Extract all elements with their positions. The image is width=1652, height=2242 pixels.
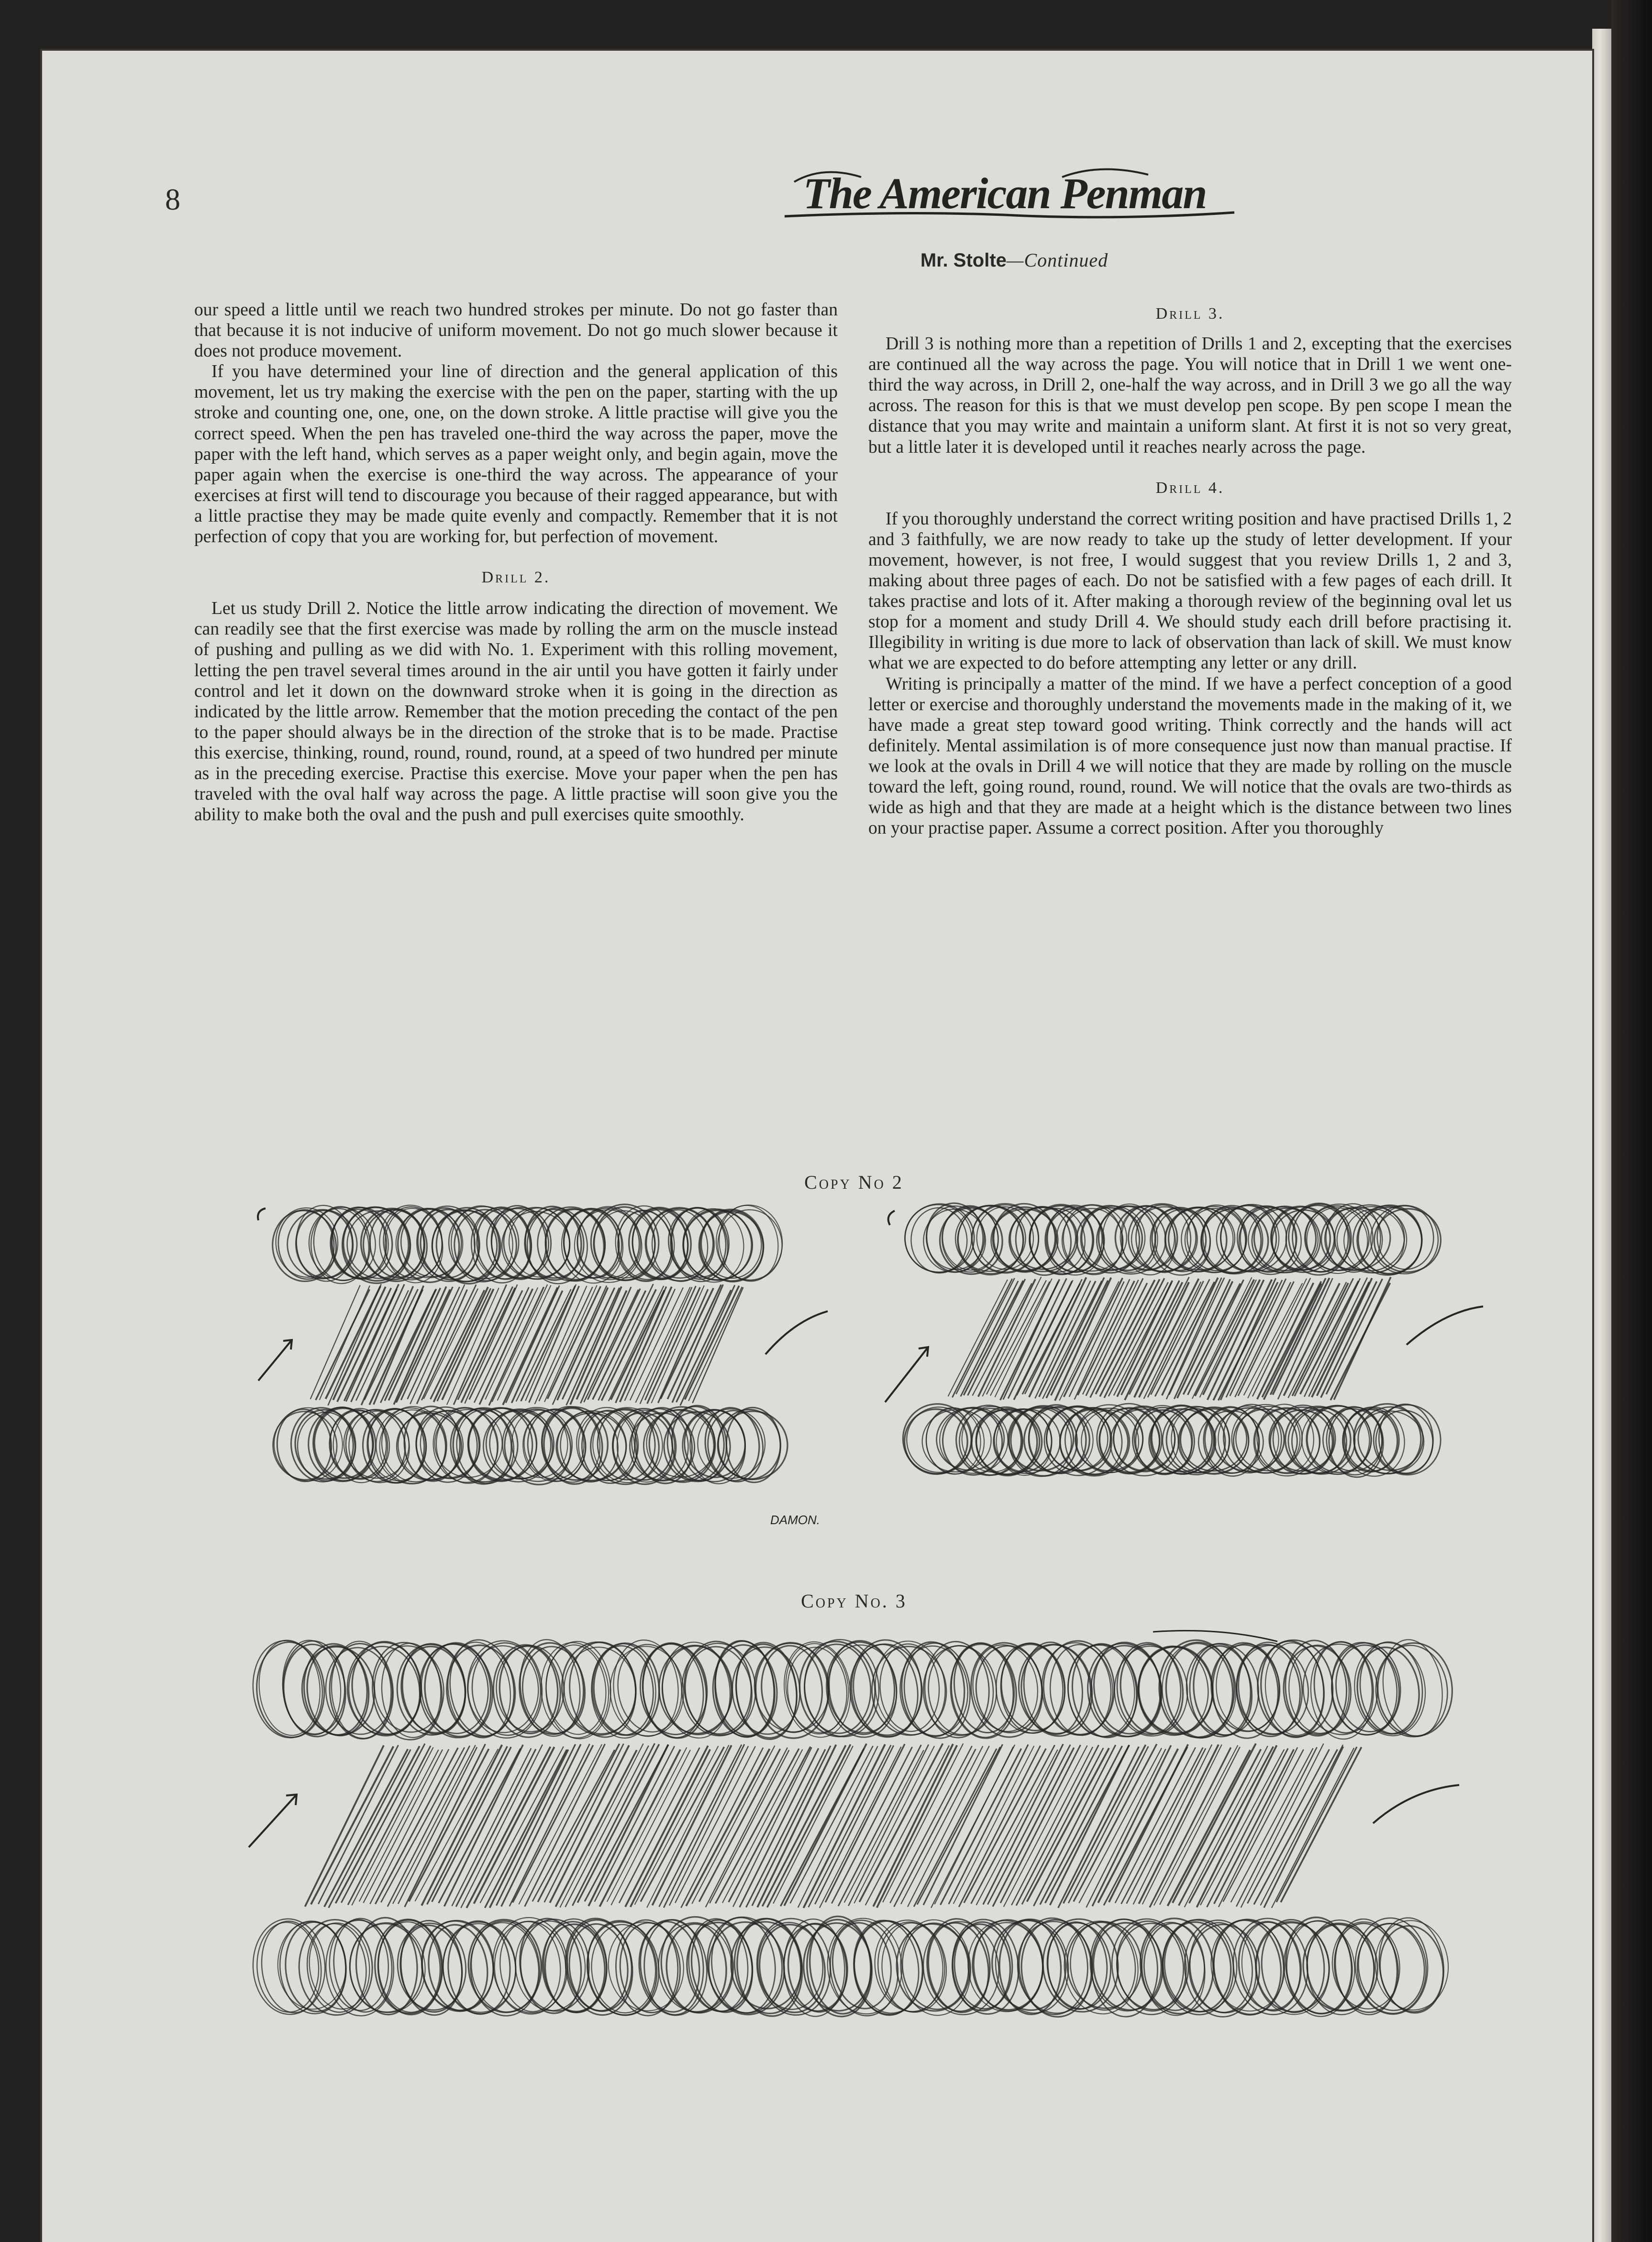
slant-stroke: [941, 1749, 1021, 1905]
slant-stroke: [645, 1286, 696, 1400]
paragraph: our speed a little until we reach two hundred strokes per minute. Do not go faster than that because it is not inducive of uniform movement. Do not go much slower because it does not produce movement.: [194, 300, 838, 361]
slant-stroke: [496, 1744, 575, 1906]
slant-stroke: [1326, 1279, 1382, 1394]
slant-stroke: [1254, 1750, 1338, 1905]
slant-stroke: [318, 1745, 398, 1904]
binding-shadow: [1611, 0, 1652, 2242]
arrow-icon: [258, 1340, 292, 1381]
slant-stroke: [513, 1745, 593, 1903]
drill-4-heading: Drill 4.: [1155, 479, 1225, 497]
artist-signature: DAMON.: [770, 1513, 820, 1527]
slant-stroke: [934, 1747, 1013, 1904]
running-head-name: Mr. Stolte: [920, 250, 1007, 271]
copy-3-drill: [234, 1622, 1469, 2043]
copy-2-drill-left: [244, 1201, 837, 1536]
oval-band-top: [269, 1202, 785, 1286]
slant-stroke: [521, 1286, 575, 1401]
oval-band-top: [902, 1201, 1444, 1279]
slant-stroke: [525, 1744, 605, 1907]
slant-stroke: [956, 1278, 1014, 1394]
arrow-icon: [888, 1211, 895, 1225]
oval-stroke: [255, 1638, 324, 1738]
drill-3-heading: Drill 3.: [1155, 305, 1225, 323]
slant-stroke: [1151, 1279, 1209, 1394]
slant-stroke: [335, 1746, 419, 1903]
masthead-logo: [765, 163, 1244, 225]
page-number: 8: [165, 182, 180, 216]
slant-stroke: [1185, 1746, 1268, 1907]
stroke-tail: [765, 1311, 828, 1354]
oval-stroke: [714, 1203, 785, 1282]
slant-stroke: [555, 1750, 637, 1907]
oval-band-bottom: [251, 1913, 1452, 2020]
paragraph: Let us study Drill 2. Notice the little arrow indicating the direction of movement. We can readily see that the first exercise was made by rolling the arm on the muscle instead of pushing and pulling as we did with No. 1. Experiment with this rolling movement, letting the pen travel several times around in the air until you have gotten it fairly under control and let it down on the downward stroke when it is going in the direction as indicated by the little arrow. Remember that the motion preceding the contact of the pen to the paper should always be in the direction of the stroke that is to be made. Practise this exercise, thinking, round, round, round, round, at a speed of two hundred per minute as in the preceding exercise. Practise this exercise. Move your paper when the pen has traveled with the oval half way across the page. A little practise will soon give you the ability to make both the oval and the push and pull exercises quite smoothly.: [194, 599, 838, 825]
oval-stroke: [1256, 1638, 1329, 1740]
slant-stroke: [675, 1746, 755, 1903]
slant-stroke: [1069, 1282, 1124, 1397]
slant-stroke: [431, 1290, 485, 1399]
slant-stroke: [544, 1744, 624, 1902]
slant-stroke: [1046, 1278, 1104, 1398]
oval-stroke: [1377, 1403, 1434, 1475]
slant-stroke: [1241, 1743, 1324, 1907]
slant-stroke: [607, 1747, 687, 1902]
copy-3-caption: Copy No. 3: [801, 1590, 907, 1612]
paragraph: Drill 3 is nothing more than a repetition of Drills 1 and 2, excepting that the exercises are continued all the way across the page. You will notice that in Drill 1 we went one-third the way across, in Drill 2, one-half the way across, and in Drill 3 we go all the way across. The reason for this is that we must develop pen scope. By pen scope I mean the distance that you may write and maintain a uniform slant. At first it is not so very great, but a little later it is developed until it reaches nearly across the page.: [868, 334, 1512, 457]
slant-stroke: [427, 1746, 508, 1904]
drill-2-heading: Drill 2.: [481, 569, 551, 587]
paragraph: If you thoroughly understand the correct writing position and have practised Drills 1, 2 and 3 faithfully, we are now ready to take up the study of letter development. If your movement, however, is not free, I would suggest that you review Drills 1, 2 and 3, making about three pages of each. Do not be satisfied with a few pages of each drill. It takes practise and lots of it. After making a thorough review of the beginning oval let us stop for a moment and study Drill 4. We should study each drill before practising it. Illegibility in writing is due more to lack of observation than lack of skill. We must know what we are expected to do before attempting any letter or any drill.: [868, 509, 1512, 673]
slant-stroke: [773, 1746, 853, 1903]
slant-stroke: [560, 1744, 643, 1907]
slant-stroke: [752, 1746, 831, 1906]
push-pull-band: [305, 1743, 1362, 1908]
slant-stroke: [1039, 1281, 1096, 1397]
slant-stroke: [1272, 1748, 1354, 1908]
slant-stroke: [923, 1744, 1003, 1905]
slant-stroke: [908, 1746, 989, 1907]
slant-stroke: [978, 1279, 1036, 1397]
stroke-tail: [1153, 1631, 1277, 1642]
oval-band-bottom: [269, 1403, 790, 1489]
slant-stroke: [762, 1745, 845, 1906]
slant-stroke: [588, 1745, 668, 1906]
slant-stroke: [825, 1744, 905, 1902]
slant-stroke: [1074, 1744, 1157, 1901]
oval-stroke: [484, 1407, 556, 1481]
slant-stroke: [328, 1284, 381, 1405]
slant-stroke: [458, 1287, 513, 1400]
stroke-tail: [1373, 1785, 1459, 1823]
slant-stroke: [733, 1747, 812, 1907]
slant-stroke: [692, 1287, 743, 1403]
slant-stroke: [620, 1287, 672, 1402]
slant-stroke: [374, 1286, 424, 1405]
slant-stroke: [442, 1289, 494, 1400]
svg-text:The American Penman: The American Penman: [803, 169, 1207, 218]
paragraph: If you have determined your line of direction and the general application of this movement, let us try making the exercise with the pen on the paper, starting with the up stroke and counting one, one, one, on the down stroke. A little practise will give you the correct speed. When the pen has traveled one-third the way across the paper, move the paper with the left hand, which serves as a paper weight only, and begin again, move the paper again when the exercise is one-third the way across. The appearance of your exercises at first will tend to discourage you because of their ragged appearance, but with a little practise they may be made quite evenly and compactly. Remember that it is not perfection of copy that you are working for, but perfection of movement.: [194, 362, 838, 547]
oval-band-bottom: [899, 1400, 1442, 1480]
running-head: [775, 249, 1253, 271]
slant-stroke: [324, 1749, 408, 1907]
slant-stroke: [320, 1285, 370, 1400]
slant-stroke: [316, 1289, 370, 1400]
arrow-icon: [885, 1347, 928, 1402]
slant-stroke: [1109, 1744, 1188, 1902]
slant-stroke: [625, 1746, 708, 1907]
slant-stroke: [873, 1744, 953, 1907]
slant-stroke: [652, 1745, 732, 1905]
copy-2-caption: Copy No 2: [804, 1171, 904, 1193]
slant-stroke: [465, 1284, 517, 1403]
slant-stroke: [990, 1282, 1050, 1396]
copy-2-drill-right: [876, 1201, 1493, 1536]
slant-stroke: [1144, 1282, 1201, 1398]
left-column: [194, 300, 838, 825]
slant-stroke: [1276, 1747, 1357, 1902]
right-column: [868, 300, 1512, 838]
push-pull-band: [310, 1284, 743, 1405]
slant-stroke: [710, 1750, 789, 1903]
stroke-tail: [1407, 1306, 1483, 1345]
slant-stroke: [456, 1749, 536, 1907]
push-pull-band: [948, 1277, 1391, 1401]
slant-stroke: [914, 1749, 997, 1907]
slant-stroke: [1059, 1282, 1119, 1401]
arrow-icon: [249, 1795, 297, 1847]
oval-stroke: [1374, 1914, 1450, 2017]
running-head-continued: —Continued: [1006, 249, 1109, 271]
page-edge: [1592, 29, 1611, 2242]
slant-stroke: [790, 1746, 873, 1903]
oval-band-top: [248, 1636, 1455, 1744]
slant-stroke: [305, 1745, 384, 1907]
arrow-icon: [258, 1208, 266, 1220]
paragraph: Writing is principally a matter of the mind. If we have a perfect conception of a good letter or exercise and thoroughly understand the movements made in the making of it, we have made a great step toward good writing. Think correctly and the hands will act definitely. Mental assimilation is of more consequence just now than manual practise. If we look at the ovals in Drill 4 we will notice that they are made by rolling on the muscle toward the left, going round, round, round. We will notice that the ovals are two-thirds as wide as high and that they are made at a height which is the distance between two lines on your practise paper. Assume a correct position. After you thoroughly: [868, 674, 1512, 838]
slant-stroke: [1253, 1278, 1310, 1397]
slant-stroke: [363, 1750, 443, 1903]
slant-stroke: [961, 1281, 1018, 1396]
slant-stroke: [964, 1281, 1023, 1395]
